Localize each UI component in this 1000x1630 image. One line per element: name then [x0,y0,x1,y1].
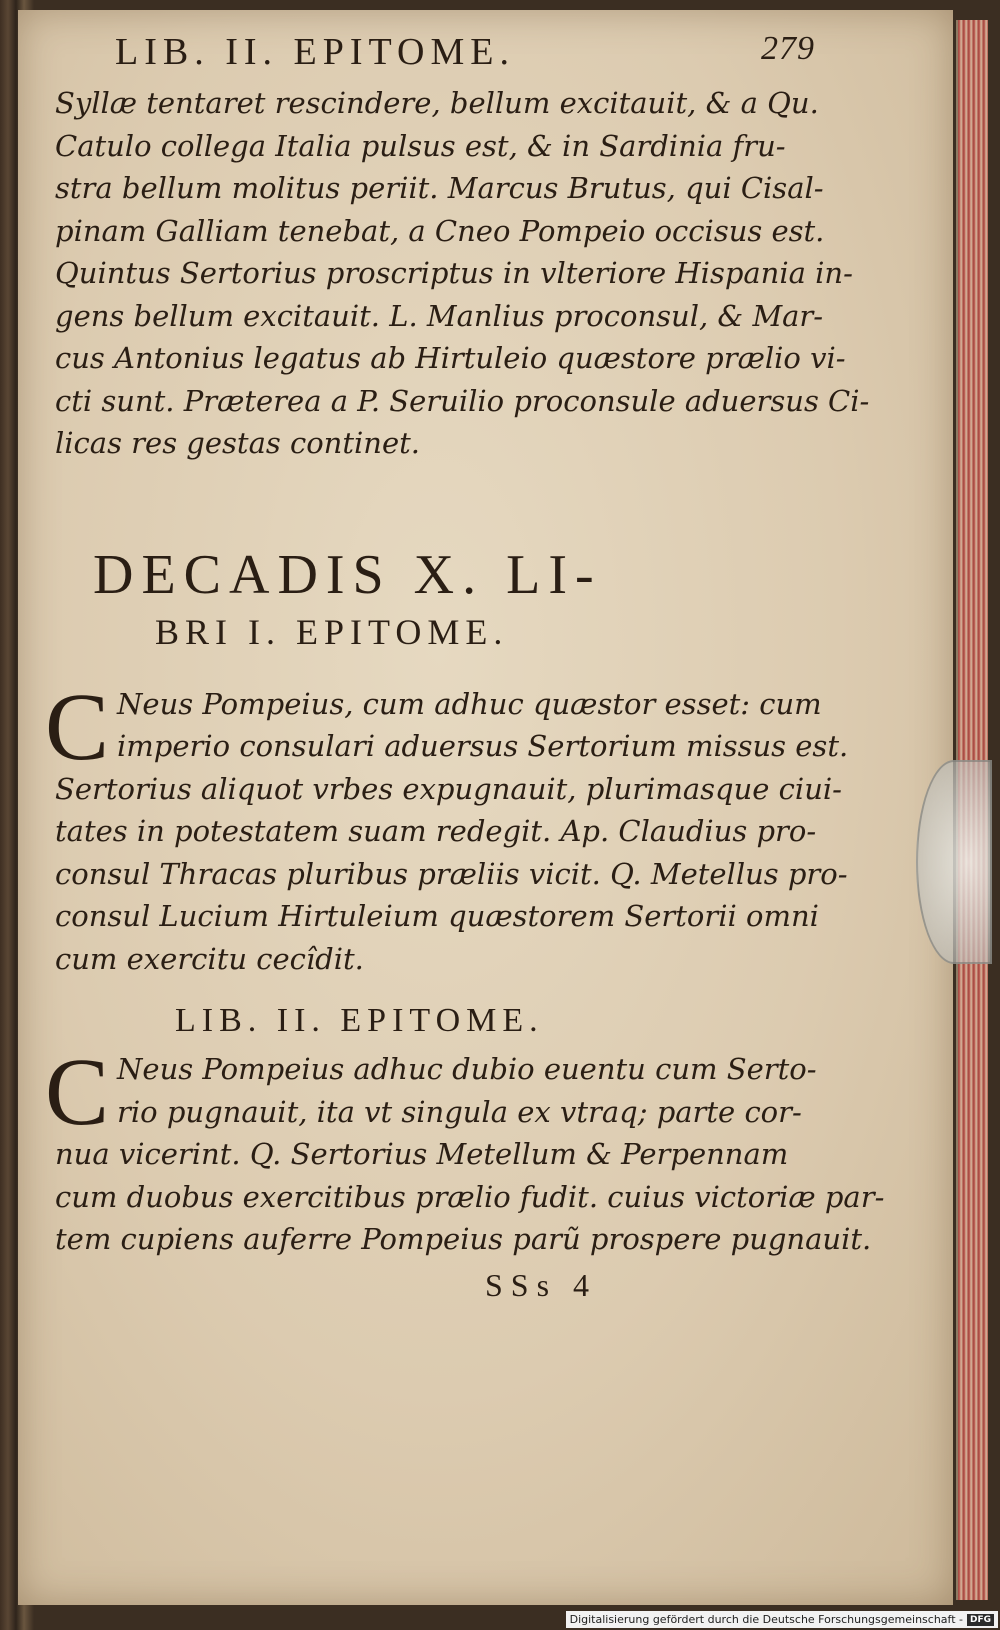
subheading-liber-2: LIB. II. EPITOME. [175,1002,544,1039]
text-line: stra bellum molitus periit. Marcus Brutus, qui Cisal- [55,171,824,205]
paragraph-liber-1 [45,672,849,981]
text-line: Neus Pompeius, cum adhuc quæstor esset: cum [117,686,822,721]
text-line: tates in potestatem suam redegit. Ap. Claudius pro- [55,814,817,848]
dfg-logo: DFG [967,1614,994,1626]
text-line: consul Thracas pluribus præliis vicit. Q. Metellus pro- [55,856,848,891]
text-line: Catulo collega Italia pulsus est, & in Sardinia fru- [55,128,786,163]
section-heading-decadis-cont: BRI I. EPITOME. [155,611,509,652]
paragraph-liber-2 [45,1038,885,1261]
text-line: Quintus Sertorius proscriptus in vlteriore Hispania in- [55,256,853,290]
footer-credit-text: Digitalisierung gefördert durch die Deutsche Forschungsgemeinschaft - [569,1613,963,1626]
drop-cap: C [45,672,110,780]
drop-cap: C [45,1038,110,1145]
text-line: Syllæ tentaret rescindere, bellum excitauit, & a Qu. [55,86,819,120]
page-number: 279 [761,30,815,67]
text-line: tem cupiens auferre Pompeius parũ prospere pugnauit. [55,1222,872,1256]
text-line: nua vicerint. Q. Sertorius Metellum & Perpennam [55,1137,789,1171]
text-line: cus Antonius legatus ab Hirtuleio quæstore prælio vi- [55,341,846,375]
page-text-block [45,30,885,1304]
signature-mark: SSs 4 [485,1266,598,1303]
text-line: gens bellum excitauit. L. Manlius proconsul, & Mar- [55,298,824,333]
page-clip-holder [916,760,992,964]
text-line: cti sunt. Præterea a P. Seruilio proconsule aduersus Ci- [55,383,870,418]
text-line: licas res gestas continet. [55,426,420,460]
paragraph-continuation [55,82,870,465]
text-line: pinam Galliam tenebat, a Cneo Pompeio occisus est. [55,213,825,248]
text-line: consul Lucium Hirtuleium quæstorem Sertorii omni [55,899,819,933]
text-line: rio pugnauit, ita vt singula ex vtraq; parte cor- [117,1094,802,1129]
text-line: imperio consulari aduersus Sertorium missus est. [117,729,849,763]
digitization-footer [566,1611,998,1628]
text-line: Sertorius aliquot vrbes expugnauit, plurimasque ciui- [55,771,842,806]
section-heading-decadis: DECADIS X. LI- [93,543,602,606]
text-line: cum exercitu cecîdit. [55,941,364,976]
text-line: cum duobus exercitibus prælio fudit. cuius victoriæ par- [55,1179,885,1214]
running-head [55,30,815,74]
text-line: Neus Pompeius adhuc dubio euentu cum Serto- [117,1052,817,1086]
running-head-title: LIB. II. EPITOME. [115,31,515,73]
